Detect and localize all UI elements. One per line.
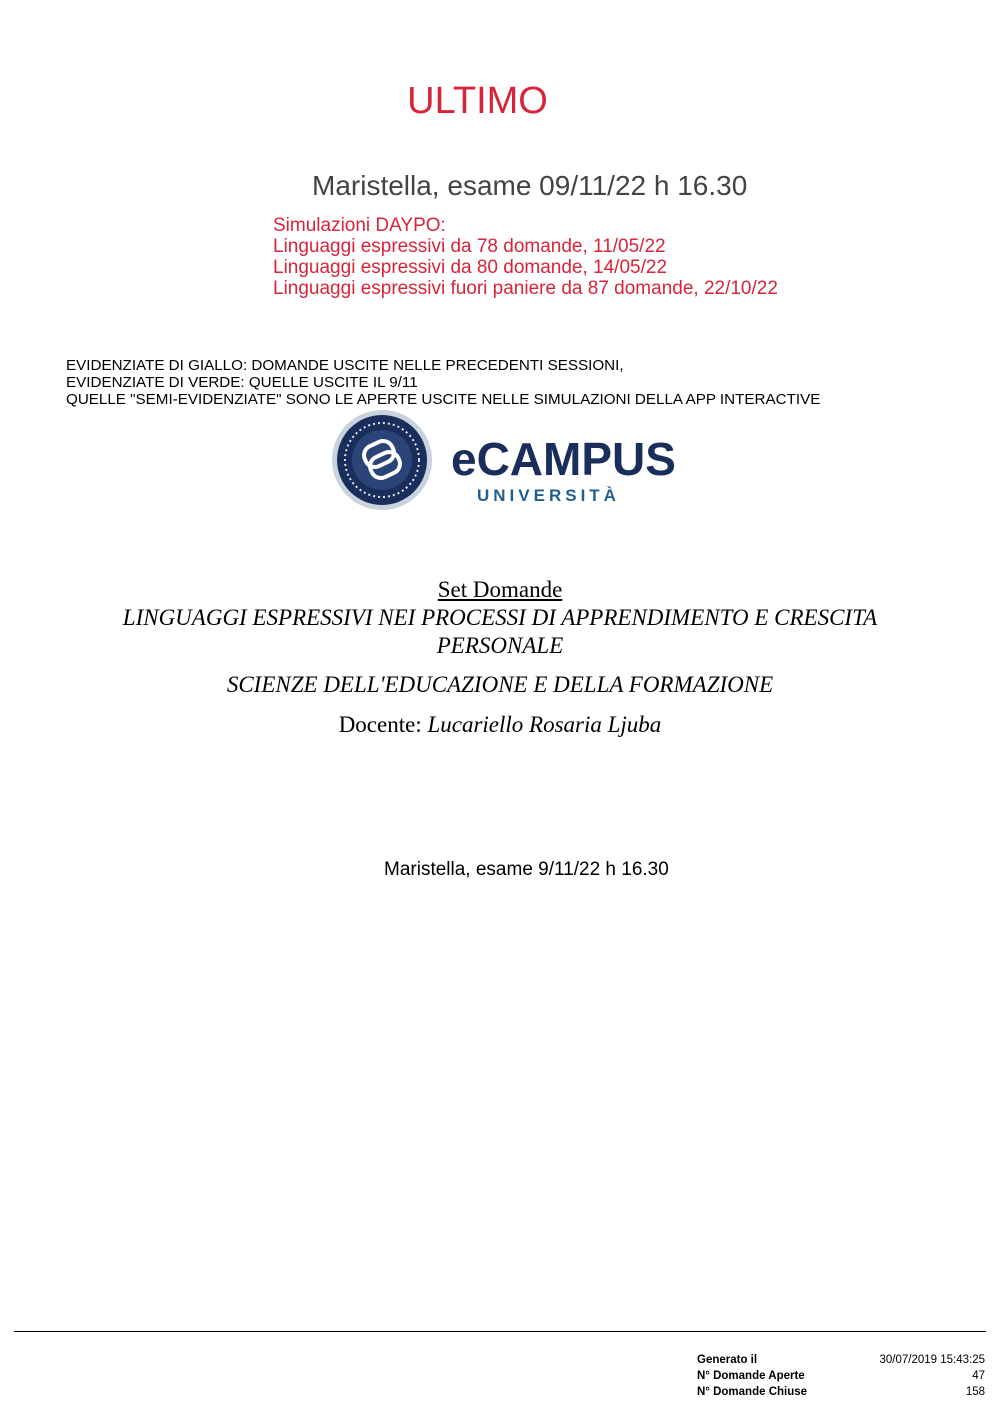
meta-row-closed — [697, 1384, 985, 1400]
exam-note: Maristella, esame 9/11/22 h 16.30 — [384, 859, 669, 880]
closed-questions-label: N° Domande Chiuse — [697, 1386, 808, 1398]
logo-brand-text: eCAMPUS — [451, 433, 675, 485]
simulation-item: Linguaggi espressivi fuori paniere da 87 domande, 22/10/22 — [273, 278, 778, 299]
exam-heading: Maristella, esame 09/11/22 h 16.30 — [312, 170, 748, 201]
logo-subtitle-text: UNIVERSITÀ — [477, 486, 620, 505]
ecampus-logo — [330, 410, 675, 510]
open-questions-value: 47 — [972, 1370, 985, 1382]
ecampus-seal-icon — [330, 410, 675, 510]
generated-value: 30/07/2019 15:43:25 — [879, 1354, 985, 1366]
closed-questions-value: 158 — [965, 1386, 985, 1398]
teacher-label: Docente: — [338, 712, 422, 737]
teacher-name: Lucariello Rosaria Ljuba — [427, 712, 662, 737]
meta-row-open — [697, 1368, 985, 1384]
note-line: EVIDENZIATE DI VERDE: QUELLE USCITE IL 9/11 — [66, 374, 418, 391]
footer-divider — [14, 1331, 986, 1332]
generated-label: Generato il — [697, 1354, 758, 1366]
teacher-line — [0, 712, 1000, 738]
simulation-item: Linguaggi espressivi da 80 domande, 14/05/22 — [273, 257, 668, 278]
simulation-item: Linguaggi espressivi da 78 domande, 11/05/22 — [273, 236, 666, 257]
note-line: EVIDENZIATE DI GIALLO: DOMANDE USCITE NELLE PRECEDENTI SESSIONI, — [66, 357, 624, 374]
set-title: Set Domande — [437, 577, 563, 602]
open-questions-label: N° Domande Aperte — [697, 1370, 805, 1382]
page-title: ULTIMO — [407, 80, 548, 122]
note-line: QUELLE "SEMI-EVIDENZIATE" SONO LE APERTE USCITE NELLE SIMULAZIONI DELLA APP INTERACTIVE — [66, 391, 821, 408]
highlight-notes — [66, 357, 820, 408]
simulations-heading: Simulazioni DAYPO: — [273, 215, 446, 236]
simulations-list — [273, 215, 778, 299]
footer-meta — [697, 1352, 985, 1400]
course-title: LINGUAGGI ESPRESSIVI NEI PROCESSI DI APPRENDIMENTO E CRESCITA PERSONALE — [122, 605, 878, 658]
meta-row-generated — [697, 1352, 985, 1368]
degree-title: SCIENZE DELL'EDUCAZIONE E DELLA FORMAZIONE — [226, 672, 774, 697]
